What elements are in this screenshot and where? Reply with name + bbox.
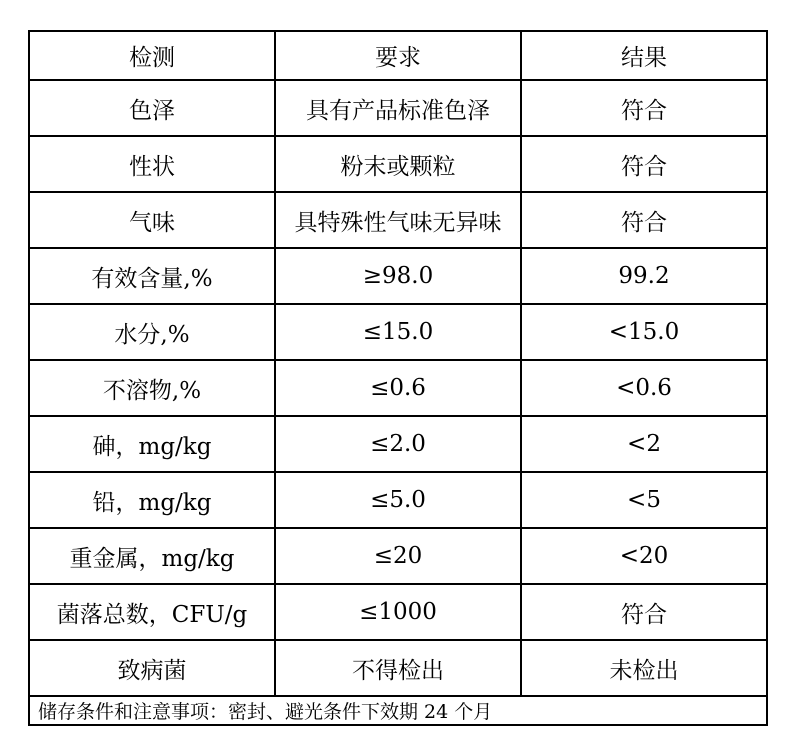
test-name-cell: 色泽 [29,80,275,136]
requirement-cell: 具有产品标准色泽 [275,80,521,136]
test-name-cell: 性状 [29,136,275,192]
table-row [29,80,767,136]
requirement-cell: 不得检出 [275,640,521,696]
col-header-requirement: 要求 [275,31,521,80]
test-name-cell: 菌落总数，CFU/g [29,584,275,640]
table-row [29,528,767,584]
result-cell: <5 [521,472,767,528]
requirement-cell: ≤1000 [275,584,521,640]
requirement-cell: ≤5.0 [275,472,521,528]
requirement-cell: ≤2.0 [275,416,521,472]
test-name-cell: 重金属，mg/kg [29,528,275,584]
result-cell: 符合 [521,584,767,640]
col-header-result: 结果 [521,31,767,80]
storage-conditions-note: 储存条件和注意事项：密封、避光条件下效期 24 个月 [29,696,767,725]
header-row [29,31,767,80]
test-name-cell: 致病菌 [29,640,275,696]
table-row [29,360,767,416]
test-name-cell: 气味 [29,192,275,248]
requirement-cell: 粉末或颗粒 [275,136,521,192]
test-name-cell: 有效含量,% [29,248,275,304]
requirement-cell: ≤0.6 [275,360,521,416]
table-row [29,416,767,472]
result-cell: 符合 [521,80,767,136]
result-cell: <0.6 [521,360,767,416]
result-cell: 99.2 [521,248,767,304]
table-row [29,304,767,360]
result-cell: <20 [521,528,767,584]
result-cell: 符合 [521,192,767,248]
qc-table [28,30,768,726]
requirement-cell: 具特殊性气味无异味 [275,192,521,248]
table-row [29,136,767,192]
table-row [29,192,767,248]
result-cell: 符合 [521,136,767,192]
test-name-cell: 水分,% [29,304,275,360]
requirement-cell: ≤15.0 [275,304,521,360]
table-row [29,472,767,528]
test-name-cell: 铅，mg/kg [29,472,275,528]
table-row [29,640,767,696]
footer-row [29,696,767,725]
test-name-cell: 砷，mg/kg [29,416,275,472]
table-row [29,248,767,304]
col-header-test: 检测 [29,31,275,80]
test-name-cell: 不溶物,% [29,360,275,416]
requirement-cell: ≥98.0 [275,248,521,304]
result-cell: <2 [521,416,767,472]
table-row [29,584,767,640]
result-cell: <15.0 [521,304,767,360]
result-cell: 未检出 [521,640,767,696]
requirement-cell: ≤20 [275,528,521,584]
